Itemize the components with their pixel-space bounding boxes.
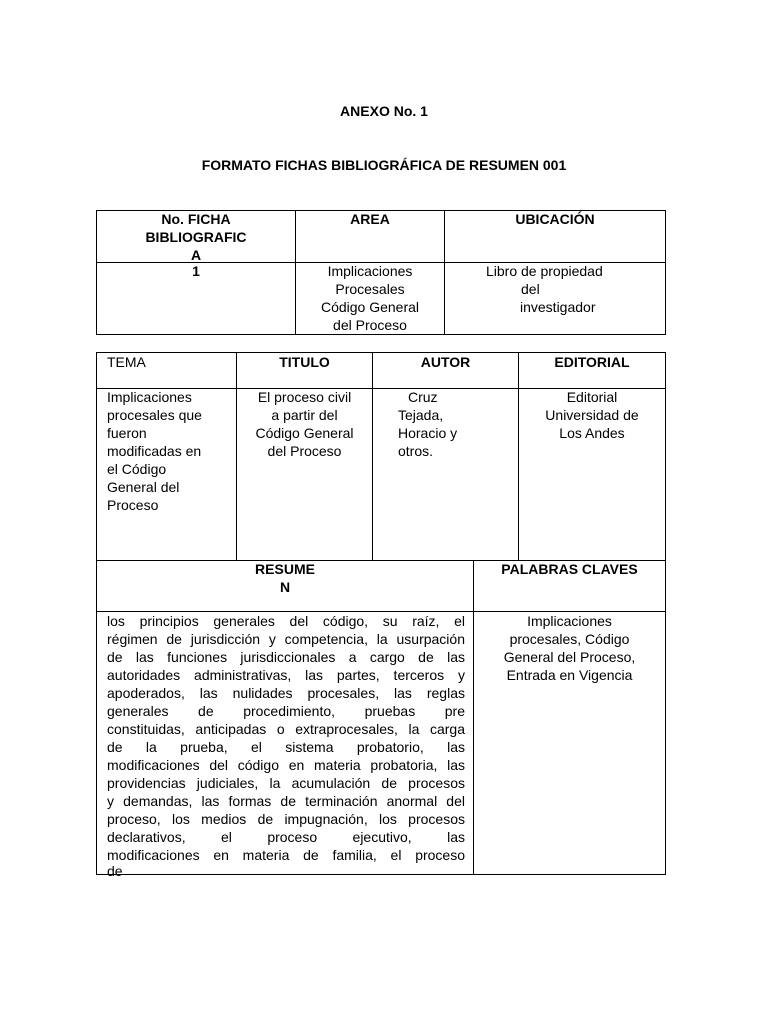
resumen-line: apoderados, las nulidades procesales, las reglas	[107, 685, 465, 701]
header-resumen	[97, 560, 473, 596]
resumen-line: providencias judiciales, la acumulación de procesos	[107, 775, 465, 791]
resumen-line: modificaciones del código en materia probatoria, las	[107, 757, 465, 773]
cell-tema	[107, 388, 235, 514]
header-ficha-line: No. FICHA	[161, 211, 231, 227]
resumen-line: y demandas, las formas de terminación anormal del	[107, 793, 465, 809]
cell-area-line: Implicaciones	[327, 263, 413, 279]
cell-area	[296, 262, 444, 334]
palabras-line: procesales, Código	[509, 631, 630, 647]
resumen-line: de la prueba, el sistema probatorio, las	[107, 739, 465, 755]
cell-ubicacion-line: del	[521, 281, 540, 297]
cell-editorial-line: Editorial	[566, 389, 618, 405]
header-ficha-line: BIBLIOGRAFIC	[145, 229, 247, 245]
cell-tema-line: el Código	[107, 461, 167, 477]
form-title: FORMATO FICHAS BIBLIOGRÁFICA DE RESUMEN 001	[201, 157, 567, 173]
palabras-line: General del Proceso,	[503, 649, 636, 665]
resumen-line: régimen de jurisdicción y competencia, la usurpación	[107, 631, 465, 647]
cell-editorial-line: Universidad de	[545, 407, 639, 423]
cell-titulo-line: a partir del	[271, 407, 338, 423]
cell-editorial	[519, 388, 665, 442]
cell-autor-line: Horacio y	[398, 425, 458, 441]
resumen-line: constituidas, anticipadas o extraprocesales, la carga	[107, 721, 465, 737]
header-palabras-claves: PALABRAS CLAVES	[501, 561, 638, 577]
cell-autor-line: otros.	[398, 443, 434, 459]
cell-ficha-number: 1	[192, 263, 200, 279]
cell-area-line: Código General	[320, 299, 420, 315]
cell-ubicacion-line: investigador	[520, 299, 596, 315]
header-autor: AUTOR	[420, 354, 471, 370]
cell-tema-line: Proceso	[107, 497, 159, 513]
cell-autor-line: Cruz	[408, 389, 438, 405]
header-editorial: EDITORIAL	[554, 354, 630, 370]
resumen-line: declarativos, el proceso ejecutivo, las	[107, 829, 465, 845]
cell-area-line: del Proceso	[333, 317, 407, 333]
header-resumen-line: N	[279, 579, 291, 595]
cell-autor	[398, 388, 516, 460]
cell-tema-line: Implicaciones	[107, 389, 192, 405]
header-titulo: TITULO	[279, 354, 330, 370]
header-ficha-line: A	[190, 247, 202, 263]
cell-area-line: Procesales	[335, 281, 405, 297]
cell-tema-line: procesales que	[107, 407, 202, 423]
resumen-line: modificaciones en materia de familia, el proceso	[107, 847, 465, 863]
header-area: AREA	[350, 211, 390, 227]
cell-tema-line: General del	[107, 479, 180, 495]
resumen-line: autoridades administrativas, las partes, terceros y	[107, 667, 465, 683]
cell-titulo-line: El proceso civil	[257, 389, 352, 405]
annex-title: ANEXO No. 1	[340, 103, 428, 119]
cell-tema-line: modificadas en	[107, 443, 202, 459]
header-ficha	[97, 210, 295, 264]
cell-editorial-line: Los Andes	[559, 425, 625, 441]
palabras-line: Implicaciones	[527, 613, 612, 629]
resumen-line: generales de procedimiento, pruebas pre	[107, 703, 465, 719]
cell-titulo-line: Código General	[255, 425, 354, 441]
palabras-line: Entrada en Vigencia	[506, 667, 633, 683]
resumen-line: de las funciones jurisdiccionales a cargo de las	[107, 649, 465, 665]
resumen-line: los principios generales del código, su raíz, el	[107, 613, 465, 629]
header-ubicacion: UBICACIÓN	[515, 211, 595, 227]
cell-palabras-claves	[474, 612, 665, 684]
header-tema: TEMA	[107, 354, 146, 370]
cell-resumen	[107, 612, 465, 878]
cell-ubicacion-line: Libro de propiedad	[486, 263, 603, 279]
cell-titulo-line: del Proceso	[267, 443, 342, 459]
cell-ubicacion	[445, 262, 665, 316]
resumen-line: proceso, los medios de impugnación, los procesos	[107, 811, 465, 827]
resumen-line: de	[107, 863, 123, 879]
cell-autor-line: Tejada,	[398, 407, 444, 423]
header-resumen-line: RESUME	[255, 561, 315, 577]
cell-titulo	[237, 388, 372, 460]
cell-tema-line: fueron	[107, 425, 147, 441]
